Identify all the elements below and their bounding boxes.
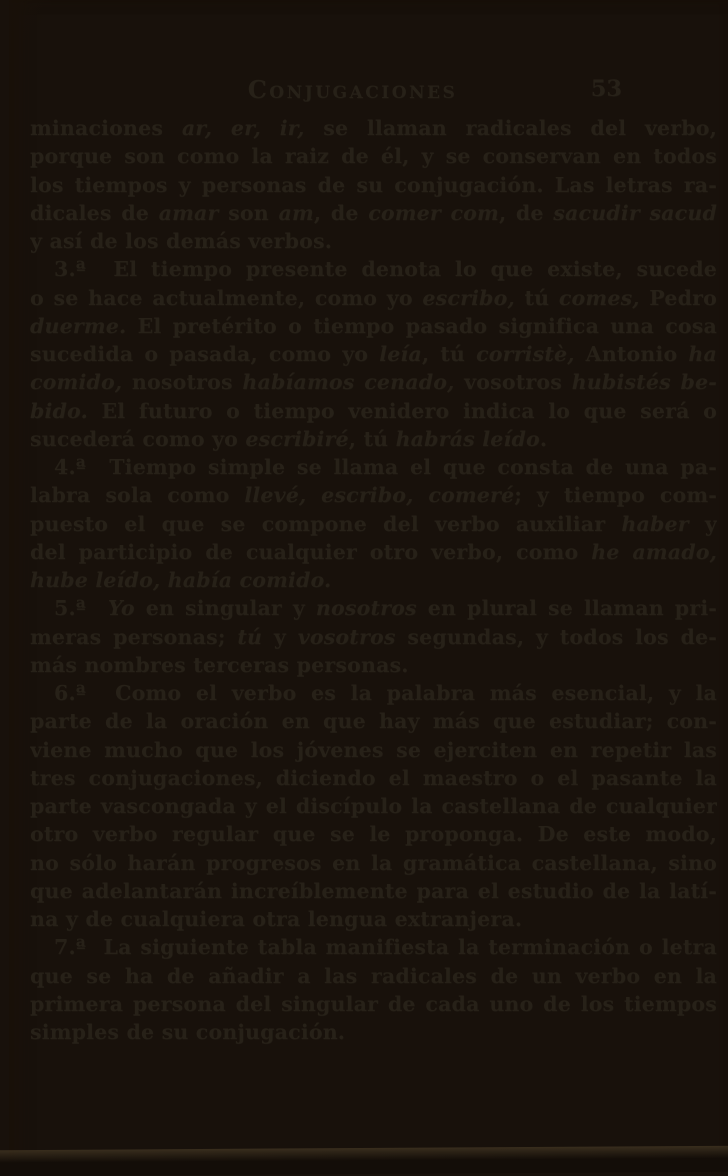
emphasized-text-segment: Yo: [107, 596, 135, 621]
text-segment: minaciones: [30, 116, 182, 140]
emphasized-text-segment: he amado,: [591, 539, 717, 564]
text-segment: puesto el que se compone del verbo auxiliar: [30, 511, 622, 536]
text-line: [30, 284, 717, 312]
text-segment: tres conjugaciones, diciendo el maestro o el pasante la: [30, 765, 717, 790]
text-line: [30, 340, 717, 368]
emphasized-text-segment: llevé, escribo, comeré: [244, 483, 515, 508]
text-line: [30, 820, 717, 848]
text-segment: en singular y: [134, 596, 316, 621]
text-line: [30, 736, 717, 764]
text-segment: porque son como la raiz de él, y se conservan en todos: [30, 144, 717, 169]
text-line: [30, 453, 717, 481]
text-line: [30, 199, 717, 227]
emphasized-text-segment: hubistés be-: [571, 370, 717, 395]
text-line: [30, 877, 717, 905]
text-line: [30, 171, 717, 199]
text-segment: no sólo harán progresos en la gramática castellana, sino: [30, 850, 717, 875]
text-segment: simples de su conjugación.: [30, 1020, 346, 1044]
book-page-scan: [9, 0, 728, 1165]
text-line: [30, 990, 717, 1018]
text-segment: se llaman radicales del verbo,: [304, 116, 717, 140]
emphasized-text-segment: comer com: [368, 200, 499, 225]
text-line: [30, 905, 717, 933]
emphasized-text-segment: sacudir sacud: [553, 200, 717, 225]
text-line: [30, 849, 717, 877]
text-line: [30, 623, 717, 651]
text-segment: y: [688, 511, 717, 536]
emphasized-text-segment: ha: [688, 342, 717, 366]
text-line: [30, 368, 717, 396]
text-segment: primera persona del singular de cada uno de los tiempos: [30, 991, 717, 1016]
emphasized-text-segment: escribo,: [422, 285, 515, 310]
text-segment: nosotros: [122, 370, 243, 395]
page-number: 53: [590, 76, 622, 102]
text-line: [30, 510, 717, 538]
text-line: [30, 425, 717, 453]
text-segment: viene mucho que los jóvenes se ejerciten en repetir las: [30, 737, 717, 762]
page-header: [30, 75, 717, 104]
emphasized-text-segment: comido,: [30, 370, 123, 395]
text-segment: y: [262, 624, 298, 649]
text-segment: 6.ª Como el verbo es la palabra más esencial, y la: [54, 681, 717, 705]
emphasized-text-segment: ir,: [279, 116, 305, 140]
text-segment: 3.ª El tiempo presente denota lo que existe, sucede: [54, 257, 717, 282]
text-line: [30, 933, 717, 961]
text-segment: parte vascongada y el discípulo la castellana de cualquier: [30, 794, 717, 818]
text-line: [30, 679, 717, 707]
text-line: [30, 594, 717, 622]
text-line: [30, 397, 717, 425]
emphasized-text-segment: amar: [158, 200, 219, 225]
text-segment: na y de cualquiera otra lengua extranjera.: [30, 907, 523, 931]
running-title: Conjugaciones: [247, 75, 458, 104]
emphasized-text-segment: tú: [237, 624, 263, 649]
text-line: [30, 227, 717, 255]
text-segment: sucederá como yo: [30, 426, 246, 451]
text-segment: 7.ª La siguiente tabla manifiesta la terminación o letra: [54, 935, 717, 960]
text-segment: ; y tiempo com-: [514, 483, 717, 508]
text-segment: [261, 116, 280, 140]
text-segment: 4.ª Tiempo simple se llama el que consta de una pa-: [54, 455, 717, 479]
text-line: [30, 651, 717, 679]
text-segment: 5.ª: [54, 596, 108, 621]
text-segment: y así de los demás verbos.: [30, 229, 333, 253]
text-line: [30, 312, 717, 340]
emphasized-text-segment: haber: [621, 511, 689, 536]
text-segment: .: [539, 426, 548, 451]
emphasized-text-segment: habíamos cenado,: [242, 370, 455, 395]
text-segment: Antonio: [574, 342, 689, 366]
emphasized-text-segment: leía: [379, 342, 422, 366]
text-line: [30, 142, 717, 170]
text-segment: [212, 116, 231, 140]
emphasized-text-segment: escribiré: [245, 426, 349, 451]
emphasized-text-segment: comes,: [558, 285, 640, 310]
text-line: [30, 255, 717, 283]
emphasized-text-segment: bido.: [30, 398, 88, 423]
emphasized-text-segment: corristè,: [476, 342, 575, 366]
text-line: [30, 566, 717, 594]
text-segment: del participio de cualquier otro verbo, como: [30, 539, 592, 564]
emphasized-text-segment: vosotros: [297, 624, 396, 649]
text-segment: labra sola como: [30, 483, 245, 508]
text-segment: Pedro: [639, 285, 717, 310]
text-segment: , tú: [421, 342, 477, 366]
text-segment: , de: [498, 200, 554, 225]
emphasized-text-segment: er,: [230, 116, 261, 140]
text-segment: , tú: [348, 426, 396, 451]
text-segment: los tiempos y personas de su conjugación. Las letras ra-: [30, 172, 717, 197]
emphasized-text-segment: am: [278, 200, 314, 225]
scan-bottom-edge: [0, 1146, 728, 1176]
text-line: [30, 481, 717, 509]
text-line: [30, 707, 717, 735]
text-segment: que adelantarán increíblemente para el estudio de la latí-: [30, 878, 717, 903]
text-segment: tú: [514, 285, 559, 310]
text-segment: parte de la oración en que hay más que estudiar; con-: [30, 709, 717, 734]
emphasized-text-segment: hube leído, había comido.: [30, 568, 332, 592]
text-segment: El futuro o tiempo venidero indica lo que será o: [87, 398, 717, 423]
text-segment: El pretérito o tiempo pasado significa una cosa: [126, 313, 717, 338]
text-segment: más nombres terceras personas.: [30, 652, 409, 677]
emphasized-text-segment: ar,: [181, 116, 213, 140]
text-segment: o se hace actualmente, como yo: [30, 285, 423, 310]
text-segment: segundas, y todos los de-: [395, 624, 717, 649]
text-segment: , de: [313, 200, 369, 225]
emphasized-text-segment: duerme.: [30, 313, 127, 338]
text-segment: meras personas;: [30, 624, 238, 649]
text-line: [30, 792, 717, 820]
text-line: [30, 1018, 717, 1046]
text-line: [30, 538, 717, 566]
emphasized-text-segment: habrás leído: [395, 426, 540, 451]
text-segment: son: [218, 200, 279, 225]
emphasized-text-segment: nosotros: [315, 596, 417, 621]
text-segment: sucedida o pasada, como yo: [30, 342, 380, 366]
text-line: [30, 114, 717, 142]
text-segment: vosotros: [454, 370, 572, 395]
text-segment: en plural se llaman pri-: [416, 596, 717, 621]
page-body: [30, 114, 717, 1046]
text-line: [30, 962, 717, 990]
text-segment: que se ha de añadir a las radicales de un verbo en la: [30, 963, 717, 988]
text-segment: otro verbo regular que se le proponga. De este modo,: [30, 822, 717, 847]
text-segment: dicales de: [30, 200, 159, 225]
text-line: [30, 764, 717, 792]
